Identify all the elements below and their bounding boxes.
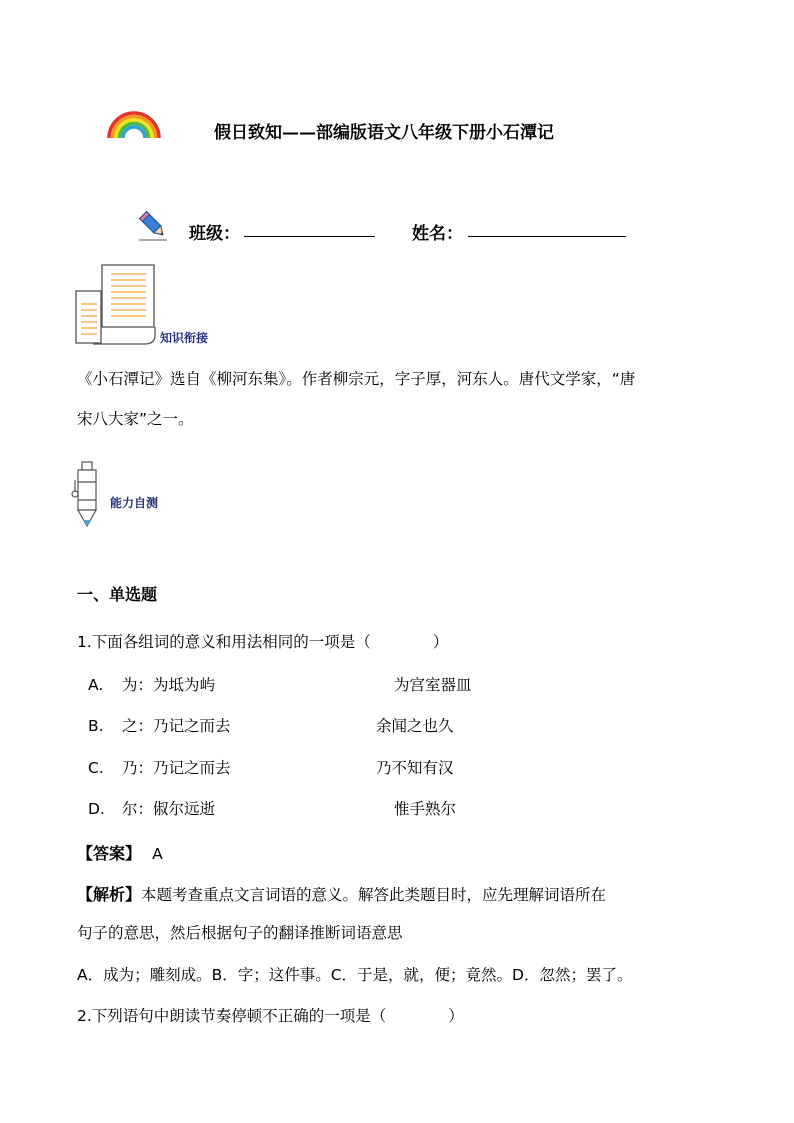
question1-answer (77, 841, 163, 864)
question2-stem: 2.下列语句中朗读节奏停顿不正确的一项是（ ） (77, 1007, 464, 1025)
question1-stem: 1.下面各组词的意义和用法相同的一项是（ ） (77, 633, 449, 651)
name-label: 姓名： (412, 224, 463, 244)
knowledge-text-line1: 《小石潭记》选自《柳河东集》。作者柳宗元，字子厚，河东人。唐代文学家，“唐 (77, 370, 636, 388)
question1-analysis (77, 882, 606, 905)
pencil-icon (137, 209, 169, 241)
knowledge-text-line2: 宋八大家”之一。 (77, 410, 194, 428)
rainbow-icon (106, 108, 162, 138)
question1-option-b-right: 余闻之也久 (376, 717, 454, 735)
question1-option-a-left: 为：为坻为屿 (122, 676, 216, 694)
question1-option-a-right: 为宫室器皿 (394, 676, 472, 694)
analysis-line2: 句子的意思，然后根据句子的翻译推断词语意思 (77, 924, 403, 942)
ability-section-label: 能力自测 (110, 496, 159, 510)
class-input-line[interactable] (244, 236, 375, 237)
part-one-heading: 一、单选题 (77, 585, 158, 604)
question1-option-c-left: 乃：乃记之而去 (122, 759, 231, 777)
answer-label: 【答案】 (77, 844, 142, 863)
question1-option-a-letter[interactable]: A. (88, 676, 104, 694)
question1-option-c-right: 乃不知有汉 (376, 759, 454, 777)
analysis-line1: 本题考查重点文言词语的意义。解答此类题目时，应先理解词语所在 (141, 886, 607, 904)
class-label: 班级： (189, 224, 240, 244)
analysis-line3: A．成为；雕刻成。B．字；这件事。C．于是，就，便；竟然。D．忽然；罢了。 (77, 966, 633, 984)
question1-option-b-left: 之：乃记之而去 (122, 717, 231, 735)
pen-icon (70, 460, 102, 530)
knowledge-section-label: 知识衔接 (160, 331, 209, 345)
scroll-icon (75, 264, 157, 346)
analysis-label: 【解析】 (77, 885, 142, 904)
question1-option-d-right: 惟手熟尔 (394, 800, 457, 818)
question1-option-c-letter[interactable]: C. (88, 759, 104, 777)
question1-option-d-left: 尔：俶尔远逝 (122, 800, 216, 818)
question1-option-b-letter[interactable]: B. (88, 717, 104, 735)
page-title: 假日致知——部编版语文八年级下册小石潭记 (214, 123, 554, 143)
name-input-line[interactable] (468, 236, 626, 237)
answer-value: A (152, 845, 163, 863)
question1-option-d-letter[interactable]: D. (88, 800, 105, 818)
